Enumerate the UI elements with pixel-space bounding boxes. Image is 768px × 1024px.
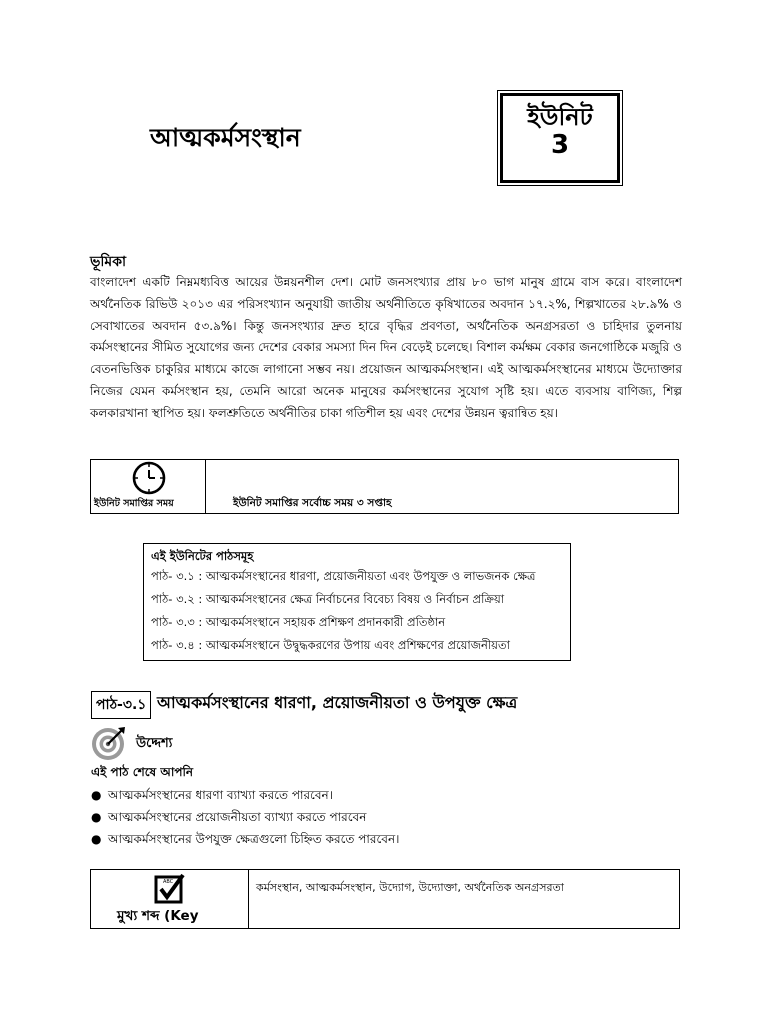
keywords-value: কর্মসংস্থান, আত্মকর্মসংস্থান, উদ্যোগ, উদ্যোক্তা, অর্থনৈতিক অনগ্রসরতা [256, 881, 564, 894]
objective-text: আত্মকর্মসংস্থানের উপযুক্ত ক্ষেত্রগুলো চিহ্নিত করতে পারবেন। [108, 832, 400, 846]
objective-list [91, 784, 399, 850]
intro-paragraph: বাংলাদেশ একটি নিম্নমধ্যবিত্ত আয়ের উন্নয়নশীল দেশ। মোট জনসংখ্যার প্রায় ৮০ ভাগ মানুষ গ্রামে বাস করে। বাংলাদেশ অর্থনৈতিক রিভিউ ২০১৩ এর পরিসংখ্যান অনুযায়ী জাতীয় অর্থনীতিতে কৃষিখাতের অবদান ১৭.২%, শিল্পখাতের ২৮.৯% ও সেবাখাতের অবদান ৫৩.৯%। কিন্তু জনসংখ্যার দ্রুত হারে বৃদ্ধির প্রবণতা, অর্থনৈতিক অনগ্রসরতা ও চাহিদার তুলনায় কর্মসংস্থানের সীমিত সুযোগের জন্য দেশের বেকার সমস্যা দিন দিন বেড়েই চলেছে। বিশাল কর্মক্ষম বেকার জনগোষ্ঠিকে মজুরি ও বেতনভিত্তিক চাকুরির মাধ্যমে কাজে লাগানো সম্ভব নয়। প্রয়োজন আত্মকর্মসংস্থান। এই আত্মকর্মসংস্থানের মাধ্যমে উদ্যোক্তার নিজের যেমন কর্মসংস্থান হয়, তেমনি আরো অনেক মানুষের কর্মসংস্থানের সুযোগ সৃষ্টি হয়। এতে ব্যবসায় বাণিজ্য, শিল্প কলকারখানা স্থাপিত হয়। ফলশ্রুতিতে অর্থনীতির চাকা গতিশীল হয় এবং দেশের উন্নয়ন ত্বরান্বিত হয়। [90, 275, 682, 420]
lessons-box [143, 543, 571, 661]
keywords-divider [248, 870, 249, 928]
lesson-item: পাঠ- ৩.৪ : আত্মকর্মসংস্থানে উদ্বুদ্ধকরণের উপায় এবং প্রশিক্ষণের প্রয়োজনীয়তা [151, 638, 510, 652]
list-item [91, 828, 399, 850]
unit-time-box [90, 459, 679, 514]
keywords-label: মুখ্য শব্দ (Key [117, 908, 199, 924]
lesson-item: পাঠ- ৩.২ : আত্মকর্মসংস্থানের ক্ষেত্র নির্বাচনের বিবেচ্য বিষয় ও নির্বাচন প্রক্রিয়া [151, 592, 505, 606]
time-label: ইউনিট সমাপ্তির সময় [94, 498, 174, 509]
lesson-item: পাঠ- ৩.৩ : আত্মকর্মসংস্থানে সহায়ক প্রশিক্ষণ প্রদানকারী প্রতিষ্ঠান [151, 615, 446, 629]
intro-heading: ভূমিকা [90, 254, 127, 270]
list-item [91, 806, 399, 828]
lessons-heading: এই ইউনিটের পাঠসমূহ [151, 549, 254, 563]
checkbox-icon-text: ABC [163, 879, 174, 885]
objective-text: আত্মকর্মসংস্থানের প্রয়োজনীয়তা ব্যাখ্যা করতে পারবেন [108, 810, 367, 824]
objective-text: আত্মকর্মসংস্থানের ধারণা ব্যাখ্যা করতে পারবেন। [108, 788, 334, 802]
bullet-icon: ● [91, 832, 102, 846]
keywords-box [90, 869, 680, 929]
unit-badge [500, 93, 620, 183]
chapter-title: আত্মকর্মসংস্থান [150, 123, 301, 152]
objective-subheading: এই পাঠ শেষে আপনি [91, 765, 194, 779]
time-value: ইউনিট সমাপ্তির সর্বোচ্চ সময় ৩ সপ্তাহ [233, 497, 392, 509]
lesson-title: আত্মকর্মসংস্থানের ধারণা, প্রয়োজনীয়তা ও উপযুক্ত ক্ষেত্র [157, 693, 518, 712]
clock-icon [130, 461, 168, 495]
unit-number: 3 [550, 130, 570, 160]
target-icon [91, 724, 129, 762]
checkbox-icon [154, 872, 186, 904]
time-box-divider [205, 460, 206, 513]
objective-label: উদ্দেশ্য [136, 736, 173, 751]
list-item [91, 784, 399, 806]
bullet-icon: ● [91, 788, 102, 802]
lesson-item: পাঠ- ৩.১ : আত্মকর্মসংস্থানের ধারণা, প্রয়োজনীয়তা এবং উপযুক্ত ও লাভজনক ক্ষেত্র [151, 569, 536, 583]
bullet-icon: ● [91, 810, 102, 824]
lesson-label: পাঠ-৩.১ [91, 691, 151, 719]
unit-label: ইউনিট [527, 103, 593, 131]
